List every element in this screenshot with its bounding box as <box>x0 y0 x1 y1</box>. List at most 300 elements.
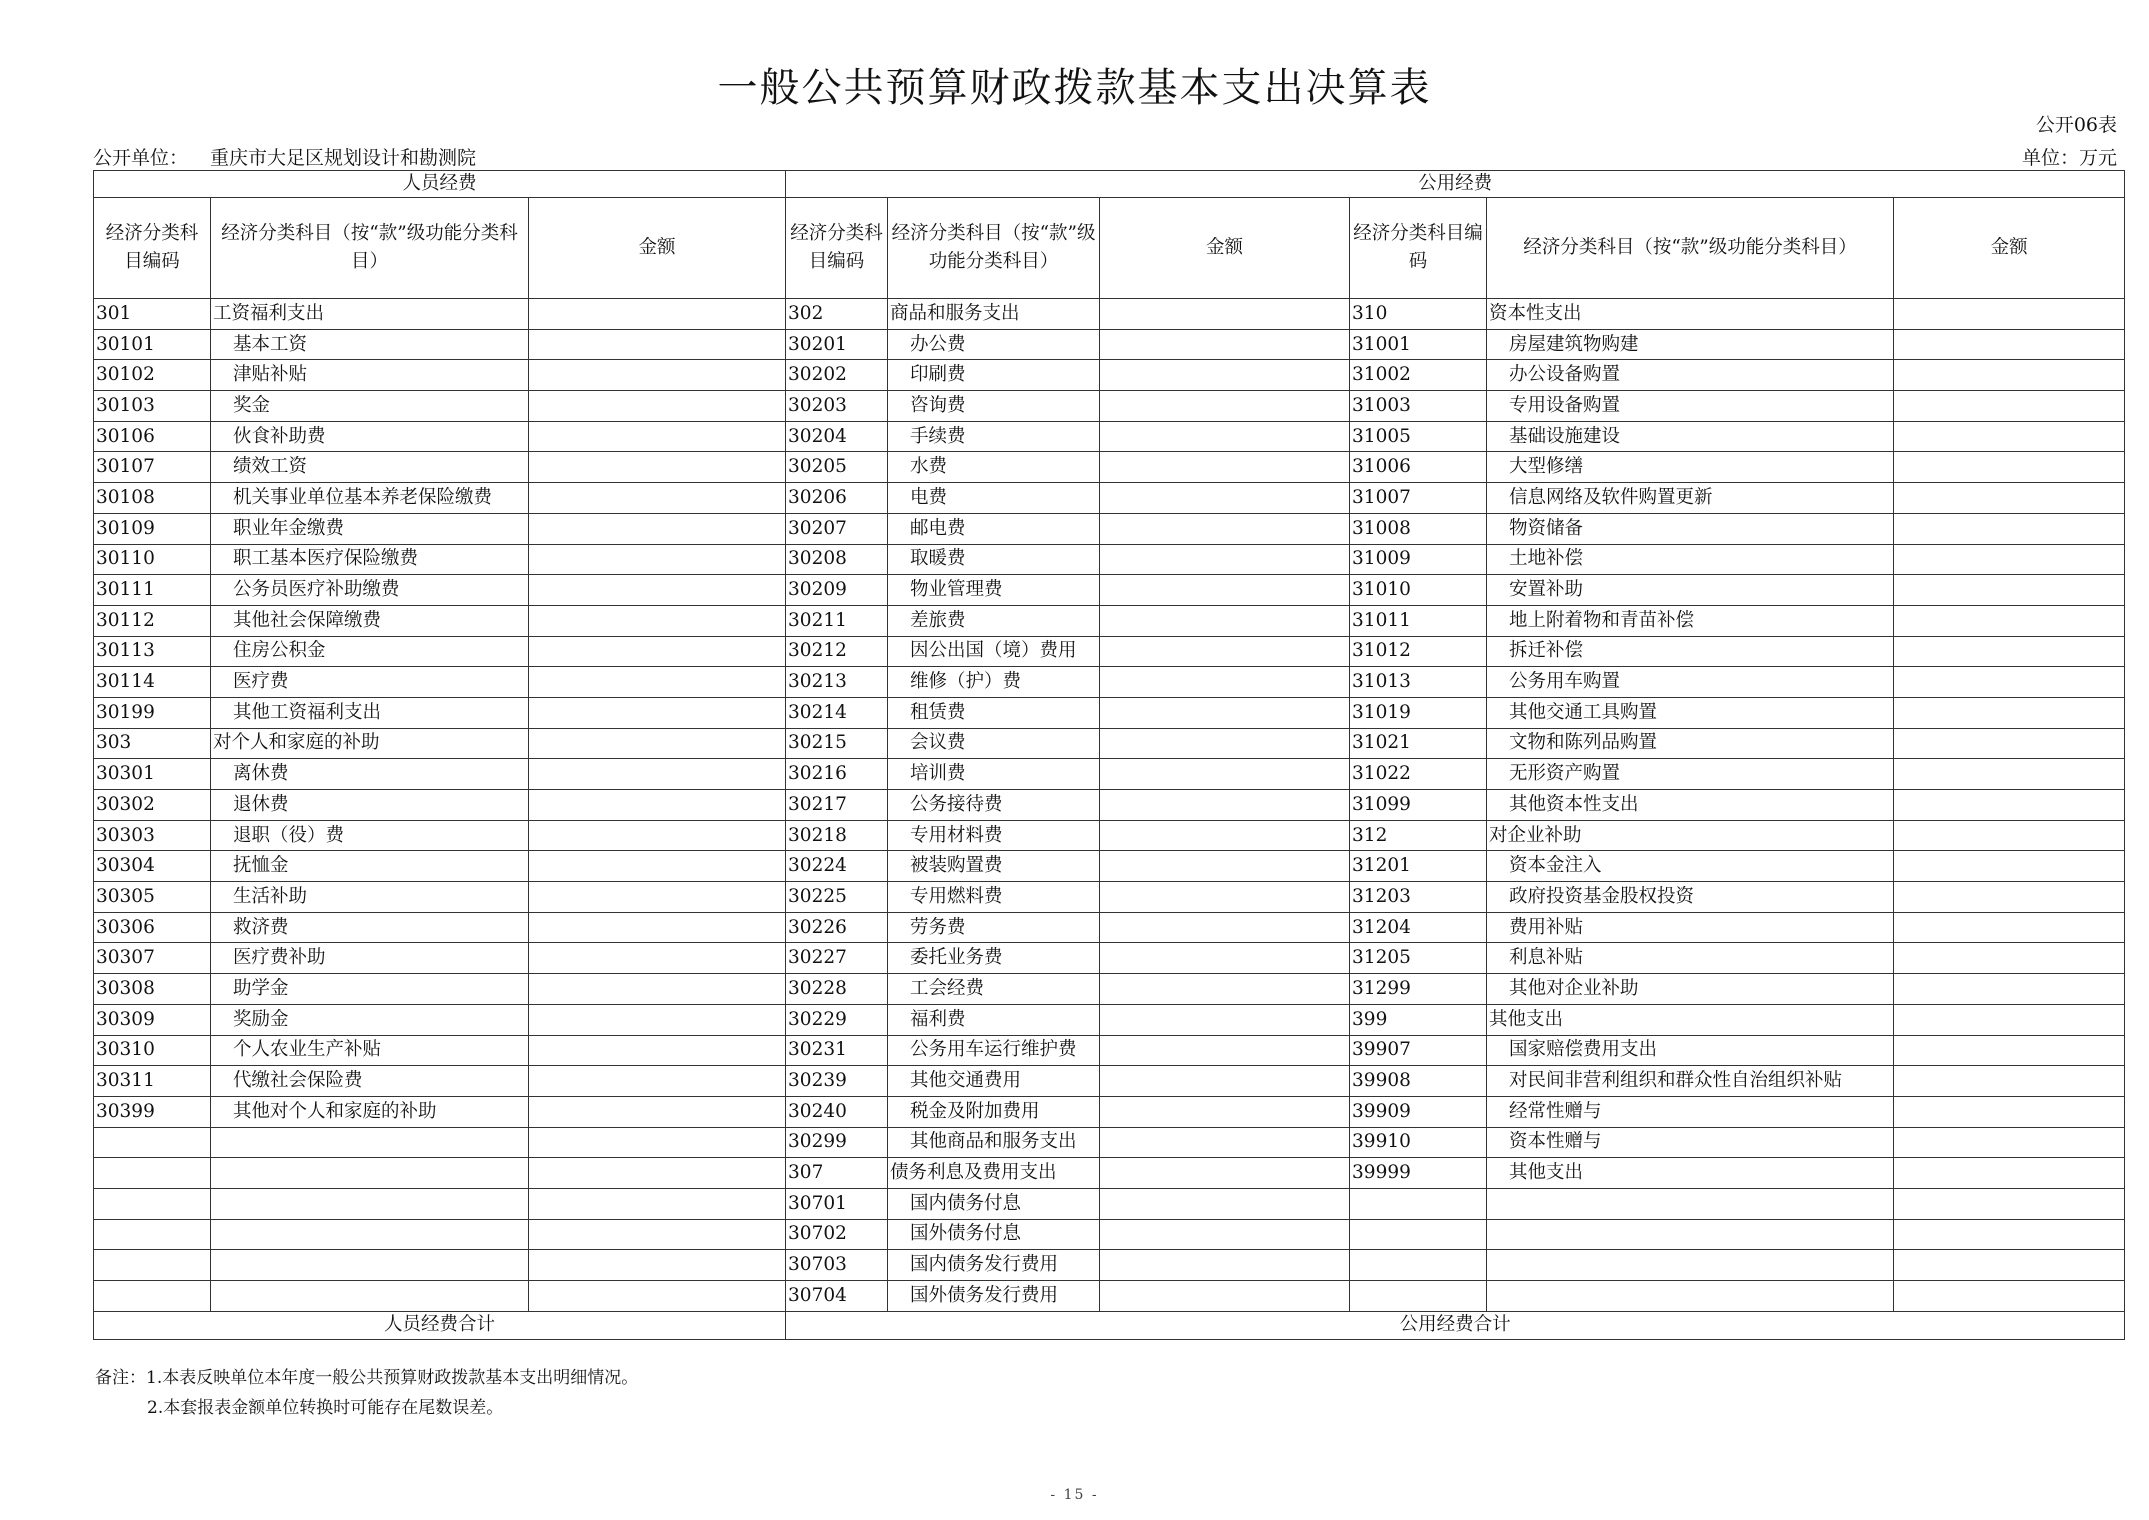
amount-cell <box>1100 759 1350 790</box>
amount-cell <box>529 1250 786 1281</box>
name-cell: 其他支出 <box>1487 1158 1894 1189</box>
amount-cell <box>1894 667 2125 698</box>
name-cell: 基本工资 <box>211 329 529 360</box>
name-cell: 劳务费 <box>888 912 1100 943</box>
col-header-code: 经济分类科目编码 <box>94 198 211 299</box>
amount-cell <box>1894 544 2125 575</box>
table-row <box>94 667 2125 698</box>
amount-cell <box>529 1004 786 1035</box>
name-cell: 培训费 <box>888 759 1100 790</box>
code-cell: 30306 <box>94 912 211 943</box>
code-cell: 307 <box>786 1158 888 1189</box>
code-cell: 31205 <box>1350 943 1487 974</box>
table-row <box>94 820 2125 851</box>
name-cell: 费用补贴 <box>1487 912 1894 943</box>
code-cell <box>1350 1219 1487 1250</box>
amount-cell <box>1894 1219 2125 1250</box>
amount-cell <box>1100 544 1350 575</box>
name-cell: 住房公积金 <box>211 636 529 667</box>
amount-cell <box>1894 605 2125 636</box>
table-row <box>94 575 2125 606</box>
code-cell: 31013 <box>1350 667 1487 698</box>
name-cell: 手续费 <box>888 421 1100 452</box>
table-row <box>94 513 2125 544</box>
code-cell <box>94 1127 211 1158</box>
code-cell <box>94 1219 211 1250</box>
name-cell: 工会经费 <box>888 974 1100 1005</box>
name-cell: 信息网络及软件购置更新 <box>1487 483 1894 514</box>
amount-cell <box>529 452 786 483</box>
code-cell: 30305 <box>94 882 211 913</box>
amount-cell <box>529 544 786 575</box>
amount-cell <box>1100 882 1350 913</box>
code-cell: 30207 <box>786 513 888 544</box>
page-title: 一般公共预算财政拨款基本支出决算表 <box>717 65 1432 111</box>
code-cell: 30106 <box>94 421 211 452</box>
name-cell: 文物和陈列品购置 <box>1487 728 1894 759</box>
amount-cell <box>1100 790 1350 821</box>
name-cell: 工资福利支出 <box>211 299 529 330</box>
name-cell: 取暖费 <box>888 544 1100 575</box>
code-cell: 31007 <box>1350 483 1487 514</box>
amount-cell <box>1894 1066 2125 1097</box>
amount-cell <box>529 974 786 1005</box>
name-cell <box>1487 1219 1894 1250</box>
amount-cell <box>1100 605 1350 636</box>
reporting-unit <box>93 143 476 170</box>
amount-cell <box>1100 728 1350 759</box>
name-cell: 地上附着物和青苗补偿 <box>1487 605 1894 636</box>
name-cell: 商品和服务支出 <box>888 299 1100 330</box>
code-cell: 30702 <box>786 1219 888 1250</box>
amount-cell <box>1894 483 2125 514</box>
code-cell: 30206 <box>786 483 888 514</box>
table-row <box>94 1066 2125 1097</box>
name-cell: 奖金 <box>211 391 529 422</box>
name-cell: 公务接待费 <box>888 790 1100 821</box>
name-cell: 房屋建筑物购建 <box>1487 329 1894 360</box>
amount-cell <box>529 912 786 943</box>
code-cell: 30113 <box>94 636 211 667</box>
amount-cell <box>529 943 786 974</box>
table-row <box>94 544 2125 575</box>
expenditure-table <box>93 170 2125 1340</box>
amount-cell <box>1100 820 1350 851</box>
code-cell: 30201 <box>786 329 888 360</box>
table-row <box>94 1250 2125 1281</box>
personnel-total-label: 人员经费合计 <box>94 1311 786 1339</box>
col-header-name: 经济分类科目（按“款”级功能分类科目） <box>1487 198 1894 299</box>
amount-cell <box>1894 421 2125 452</box>
table-row <box>94 605 2125 636</box>
amount-cell <box>529 1127 786 1158</box>
code-cell: 30212 <box>786 636 888 667</box>
amount-cell <box>1894 912 2125 943</box>
code-cell: 31204 <box>1350 912 1487 943</box>
code-cell: 30302 <box>94 790 211 821</box>
name-cell: 对企业补助 <box>1487 820 1894 851</box>
code-cell: 31002 <box>1350 360 1487 391</box>
name-cell: 医疗费 <box>211 667 529 698</box>
code-cell: 30703 <box>786 1250 888 1281</box>
amount-cell <box>1894 943 2125 974</box>
table-row <box>94 1281 2125 1312</box>
code-cell: 39910 <box>1350 1127 1487 1158</box>
table-row <box>94 943 2125 974</box>
name-cell: 生活补助 <box>211 882 529 913</box>
amount-cell <box>1894 391 2125 422</box>
amount-cell <box>529 851 786 882</box>
amount-cell <box>1100 1158 1350 1189</box>
code-cell: 39909 <box>1350 1096 1487 1127</box>
amount-cell <box>529 759 786 790</box>
amount-cell <box>529 1188 786 1219</box>
name-cell <box>211 1281 529 1312</box>
form-number: 公开06表 <box>2035 114 2117 136</box>
amount-cell <box>1894 1281 2125 1312</box>
table-row <box>94 790 2125 821</box>
name-cell: 医疗费补助 <box>211 943 529 974</box>
name-cell: 其他交通费用 <box>888 1066 1100 1097</box>
code-cell <box>94 1281 211 1312</box>
code-cell: 30202 <box>786 360 888 391</box>
name-cell <box>211 1127 529 1158</box>
amount-cell <box>1100 1188 1350 1219</box>
code-cell: 30211 <box>786 605 888 636</box>
name-cell: 物业管理费 <box>888 575 1100 606</box>
code-cell: 30199 <box>94 697 211 728</box>
code-cell: 30111 <box>94 575 211 606</box>
code-cell: 30108 <box>94 483 211 514</box>
amount-cell <box>1894 513 2125 544</box>
code-cell: 30299 <box>786 1127 888 1158</box>
code-cell: 30310 <box>94 1035 211 1066</box>
name-cell: 对民间非营利组织和群众性自治组织补贴 <box>1487 1066 1894 1097</box>
name-cell: 津贴补贴 <box>211 360 529 391</box>
code-cell: 30304 <box>94 851 211 882</box>
amount-cell <box>1894 790 2125 821</box>
code-cell <box>94 1158 211 1189</box>
code-cell: 303 <box>94 728 211 759</box>
amount-cell <box>1100 851 1350 882</box>
amount-cell <box>1100 1219 1350 1250</box>
name-cell <box>211 1158 529 1189</box>
code-cell: 30307 <box>94 943 211 974</box>
amount-cell <box>529 1281 786 1312</box>
name-cell: 国内债务付息 <box>888 1188 1100 1219</box>
amount-cell <box>1894 697 2125 728</box>
reporting-unit-label: 公开单位： <box>93 147 189 169</box>
amount-cell <box>1894 728 2125 759</box>
name-cell: 伙食补助费 <box>211 421 529 452</box>
name-cell: 对个人和家庭的补助 <box>211 728 529 759</box>
amount-cell <box>529 575 786 606</box>
amount-cell <box>1100 513 1350 544</box>
code-cell: 31011 <box>1350 605 1487 636</box>
name-cell: 退职（役）费 <box>211 820 529 851</box>
table-row <box>94 882 2125 913</box>
code-cell <box>94 1188 211 1219</box>
table-body <box>94 299 2125 1312</box>
col-header-code: 经济分类科目编码 <box>786 198 888 299</box>
code-cell: 30102 <box>94 360 211 391</box>
amount-cell <box>1100 421 1350 452</box>
code-cell: 30227 <box>786 943 888 974</box>
table-row <box>94 299 2125 330</box>
code-cell <box>1350 1250 1487 1281</box>
code-cell: 30107 <box>94 452 211 483</box>
amount-cell <box>529 299 786 330</box>
name-cell: 会议费 <box>888 728 1100 759</box>
code-cell: 30309 <box>94 1004 211 1035</box>
code-cell: 30701 <box>786 1188 888 1219</box>
code-cell <box>1350 1188 1487 1219</box>
amount-cell <box>529 421 786 452</box>
table-row <box>94 391 2125 422</box>
code-cell: 31003 <box>1350 391 1487 422</box>
code-cell: 31005 <box>1350 421 1487 452</box>
amount-cell <box>529 636 786 667</box>
amount-unit: 单位：万元 <box>2021 147 2117 169</box>
amount-cell <box>529 728 786 759</box>
table-row <box>94 1004 2125 1035</box>
amount-cell <box>1894 882 2125 913</box>
notes <box>95 1363 638 1423</box>
amount-cell <box>529 820 786 851</box>
name-cell: 职工基本医疗保险缴费 <box>211 544 529 575</box>
name-cell: 救济费 <box>211 912 529 943</box>
code-cell: 39907 <box>1350 1035 1487 1066</box>
amount-cell <box>529 1096 786 1127</box>
table-row <box>94 483 2125 514</box>
page-number: - 15 - <box>1050 1487 1099 1503</box>
name-cell: 政府投资基金股权投资 <box>1487 882 1894 913</box>
amount-cell <box>1894 360 2125 391</box>
amount-cell <box>1100 452 1350 483</box>
name-cell: 专用燃料费 <box>888 882 1100 913</box>
amount-cell <box>1894 636 2125 667</box>
amount-cell <box>1100 1281 1350 1312</box>
table-row <box>94 912 2125 943</box>
code-cell: 30213 <box>786 667 888 698</box>
name-cell: 无形资产购置 <box>1487 759 1894 790</box>
name-cell: 国外债务付息 <box>888 1219 1100 1250</box>
name-cell: 代缴社会保险费 <box>211 1066 529 1097</box>
code-cell: 30217 <box>786 790 888 821</box>
name-cell: 印刷费 <box>888 360 1100 391</box>
table-row <box>94 851 2125 882</box>
amount-cell <box>1894 820 2125 851</box>
amount-cell <box>529 667 786 698</box>
name-cell: 大型修缮 <box>1487 452 1894 483</box>
note-2: 2.本套报表金额单位转换时可能存在尾数误差。 <box>147 1398 504 1418</box>
amount-cell <box>1894 1127 2125 1158</box>
amount-cell <box>529 360 786 391</box>
table-row <box>94 697 2125 728</box>
table-row <box>94 1158 2125 1189</box>
code-cell: 399 <box>1350 1004 1487 1035</box>
amount-cell <box>529 790 786 821</box>
amount-cell <box>1100 1035 1350 1066</box>
code-cell: 31001 <box>1350 329 1487 360</box>
code-cell: 30311 <box>94 1066 211 1097</box>
name-cell: 被装购置费 <box>888 851 1100 882</box>
name-cell: 抚恤金 <box>211 851 529 882</box>
table-row <box>94 728 2125 759</box>
table-row <box>94 1188 2125 1219</box>
amount-cell <box>1100 1250 1350 1281</box>
code-cell: 312 <box>1350 820 1487 851</box>
name-cell: 拆迁补偿 <box>1487 636 1894 667</box>
code-cell: 30224 <box>786 851 888 882</box>
code-cell: 30225 <box>786 882 888 913</box>
name-cell: 绩效工资 <box>211 452 529 483</box>
col-header-name: 经济分类科目（按“款”级功能分类科目） <box>211 198 529 299</box>
code-cell: 30101 <box>94 329 211 360</box>
amount-cell <box>1894 974 2125 1005</box>
amount-cell <box>1100 1066 1350 1097</box>
name-cell: 维修（护）费 <box>888 667 1100 698</box>
name-cell <box>211 1250 529 1281</box>
code-cell: 302 <box>786 299 888 330</box>
code-cell: 31299 <box>1350 974 1487 1005</box>
name-cell: 税金及附加费用 <box>888 1096 1100 1127</box>
code-cell: 30231 <box>786 1035 888 1066</box>
code-cell: 30303 <box>94 820 211 851</box>
amount-cell <box>529 513 786 544</box>
name-cell: 助学金 <box>211 974 529 1005</box>
amount-cell <box>1894 1035 2125 1066</box>
name-cell: 职业年金缴费 <box>211 513 529 544</box>
name-cell: 其他对个人和家庭的补助 <box>211 1096 529 1127</box>
name-cell: 咨询费 <box>888 391 1100 422</box>
name-cell: 水费 <box>888 452 1100 483</box>
amount-cell <box>1894 759 2125 790</box>
amount-cell <box>529 391 786 422</box>
col-header-code: 经济分类科目编码 <box>1350 198 1487 299</box>
name-cell: 离休费 <box>211 759 529 790</box>
code-cell: 31010 <box>1350 575 1487 606</box>
name-cell: 委托业务费 <box>888 943 1100 974</box>
code-cell: 30205 <box>786 452 888 483</box>
code-cell: 30308 <box>94 974 211 1005</box>
name-cell: 基础设施建设 <box>1487 421 1894 452</box>
name-cell: 公务用车购置 <box>1487 667 1894 698</box>
name-cell: 办公费 <box>888 329 1100 360</box>
name-cell <box>1487 1250 1894 1281</box>
code-cell: 30109 <box>94 513 211 544</box>
amount-cell <box>1100 1096 1350 1127</box>
name-cell: 利息补贴 <box>1487 943 1894 974</box>
table-row <box>94 1096 2125 1127</box>
table-row <box>94 1127 2125 1158</box>
code-cell: 30239 <box>786 1066 888 1097</box>
code-cell: 30216 <box>786 759 888 790</box>
name-cell: 奖励金 <box>211 1004 529 1035</box>
name-cell: 其他社会保障缴费 <box>211 605 529 636</box>
code-cell: 31012 <box>1350 636 1487 667</box>
col-header-amount: 金额 <box>1894 198 2125 299</box>
amount-cell <box>529 882 786 913</box>
name-cell: 资本性赠与 <box>1487 1127 1894 1158</box>
name-cell: 公务用车运行维护费 <box>888 1035 1100 1066</box>
amount-cell <box>1100 1127 1350 1158</box>
code-cell: 30301 <box>94 759 211 790</box>
reporting-unit-name: 重庆市大足区规划设计和勘测院 <box>210 147 477 169</box>
table-row <box>94 636 2125 667</box>
name-cell: 经常性赠与 <box>1487 1096 1894 1127</box>
amount-cell <box>1100 483 1350 514</box>
col-header-name: 经济分类科目（按“款”级功能分类科目） <box>888 198 1100 299</box>
code-cell: 31021 <box>1350 728 1487 759</box>
group-header-personnel: 人员经费 <box>94 171 786 198</box>
code-cell: 301 <box>94 299 211 330</box>
code-cell: 30228 <box>786 974 888 1005</box>
name-cell: 其他交通工具购置 <box>1487 697 1894 728</box>
code-cell <box>1350 1281 1487 1312</box>
code-cell: 31006 <box>1350 452 1487 483</box>
amount-cell <box>1100 360 1350 391</box>
code-cell: 31201 <box>1350 851 1487 882</box>
amount-cell <box>529 329 786 360</box>
code-cell: 30110 <box>94 544 211 575</box>
amount-cell <box>1894 1004 2125 1035</box>
code-cell: 30209 <box>786 575 888 606</box>
table-row <box>94 1219 2125 1250</box>
amount-cell <box>529 697 786 728</box>
code-cell: 30114 <box>94 667 211 698</box>
name-cell: 其他资本性支出 <box>1487 790 1894 821</box>
name-cell: 其他商品和服务支出 <box>888 1127 1100 1158</box>
code-cell: 30218 <box>786 820 888 851</box>
name-cell: 差旅费 <box>888 605 1100 636</box>
amount-cell <box>1894 1188 2125 1219</box>
name-cell: 租赁费 <box>888 697 1100 728</box>
amount-cell <box>1100 974 1350 1005</box>
group-header-public: 公用经费 <box>786 171 2125 198</box>
table-row <box>94 329 2125 360</box>
code-cell: 31203 <box>1350 882 1487 913</box>
table-row <box>94 1035 2125 1066</box>
name-cell: 国内债务发行费用 <box>888 1250 1100 1281</box>
name-cell: 国外债务发行费用 <box>888 1281 1100 1312</box>
name-cell: 国家赔偿费用支出 <box>1487 1035 1894 1066</box>
name-cell: 资本金注入 <box>1487 851 1894 882</box>
code-cell: 30204 <box>786 421 888 452</box>
col-header-amount: 金额 <box>1100 198 1350 299</box>
name-cell: 专用设备购置 <box>1487 391 1894 422</box>
name-cell: 安置补助 <box>1487 575 1894 606</box>
code-cell: 30103 <box>94 391 211 422</box>
public-total-label: 公用经费合计 <box>786 1311 2125 1339</box>
name-cell: 资本性支出 <box>1487 299 1894 330</box>
group-header-row <box>94 171 2125 198</box>
code-cell: 310 <box>1350 299 1487 330</box>
amount-cell <box>529 605 786 636</box>
column-header-row <box>94 198 2125 299</box>
code-cell: 30208 <box>786 544 888 575</box>
amount-cell <box>1894 329 2125 360</box>
amount-cell <box>1894 575 2125 606</box>
amount-cell <box>529 1158 786 1189</box>
amount-cell <box>1100 391 1350 422</box>
table-row <box>94 974 2125 1005</box>
code-cell: 39999 <box>1350 1158 1487 1189</box>
amount-cell <box>1100 575 1350 606</box>
code-cell <box>94 1250 211 1281</box>
amount-cell <box>1894 851 2125 882</box>
code-cell: 31008 <box>1350 513 1487 544</box>
